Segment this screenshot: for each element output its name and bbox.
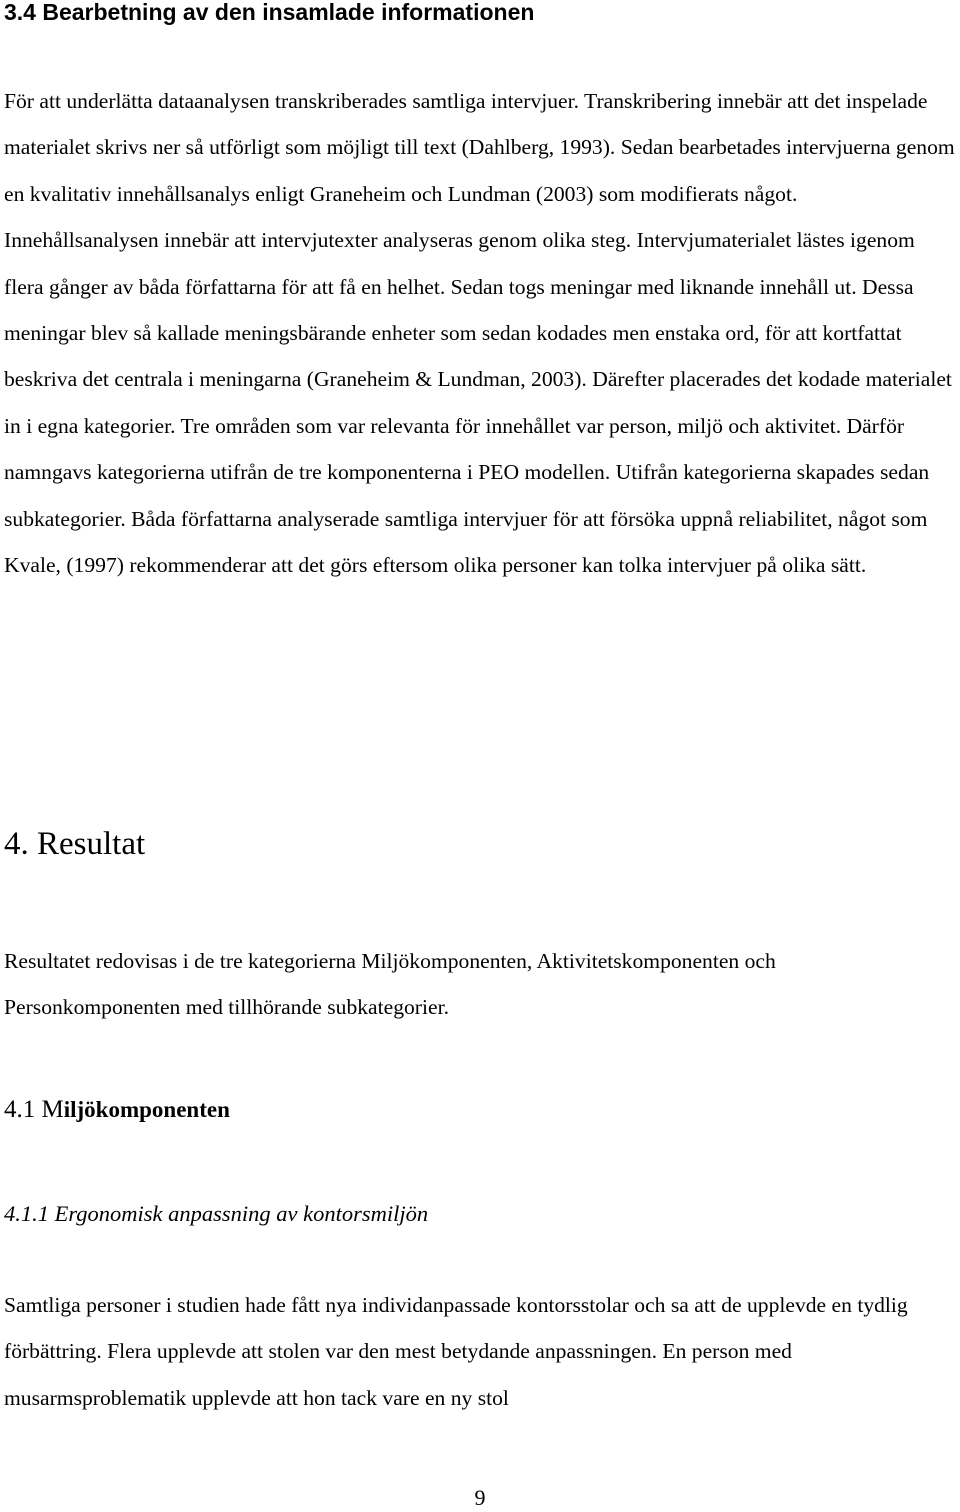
- paragraph-results-intro: Resultatet redovisas i de tre kategorierna Miljökomponenten, Aktivitetskomponenten och Personkomponenten med tillhörande subkategorier.: [4, 949, 776, 1020]
- page-number: 9: [474, 1485, 486, 1510]
- subheading: [4, 1093, 230, 1127]
- subsubheading: 4.1.1 Ergonomisk anpassning av kontorsmiljön: [4, 1201, 429, 1226]
- section-heading: 3.4 Bearbetning av den insamlade informationen: [4, 0, 535, 25]
- subheading-text: iljökomponenten: [63, 1097, 230, 1122]
- chapter-heading: 4. Resultat: [4, 826, 146, 862]
- paragraph-analysis-method: För att underlätta dataanalysen transkriberades samtliga intervjuer. Transkribering innebär att det inspelade materialet skrivs ner så utförligt som möjligt till text (Dahlberg, 1993). Sedan bearbetades intervjuerna genom en kvalitativ innehållsanalys enligt Graneheim och Lundman (2003) som modifierats något. Innehållsanalysen innebär att intervjutexter analyseras genom olika steg. Intervjumaterialet lästes igenom flera gånger av båda författarna för att få en helhet. Sedan togs meningar med liknande innehåll ut. Dessa meningar blev så kallade meningsbärande enheter som sedan kodades men enstaka ord, för att kortfattat beskriva det centrala i meningarna (Graneheim & Lundman, 2003). Därefter placerades det kodade materialet in i egna kategorier. Tre områden som var relevanta för innehållet var person, miljö och aktivitet. Därför namngavs kategorierna utifrån de tre komponenterna i PEO modellen. Utifrån kategorierna skapades sedan subkategorier. Båda författarna analyserade samtliga intervjuer för att försöka uppnå reliabilitet, något som Kvale, (1997) rekommenderar att det görs eftersom olika personer kan tolka intervjuer på olika sätt.: [4, 89, 955, 578]
- paragraph-ergonomic-adaptation: Samtliga personer i studien hade fått nya individanpassade kontorsstolar och sa att de upplevde en tydlig förbättring. Flera upplevde att stolen var den mest betydande anpassningen. En person med musarmsproblematik upplevde att hon tack vare en ny stol: [4, 1293, 908, 1410]
- subheading-number: 4.1 M: [4, 1096, 64, 1123]
